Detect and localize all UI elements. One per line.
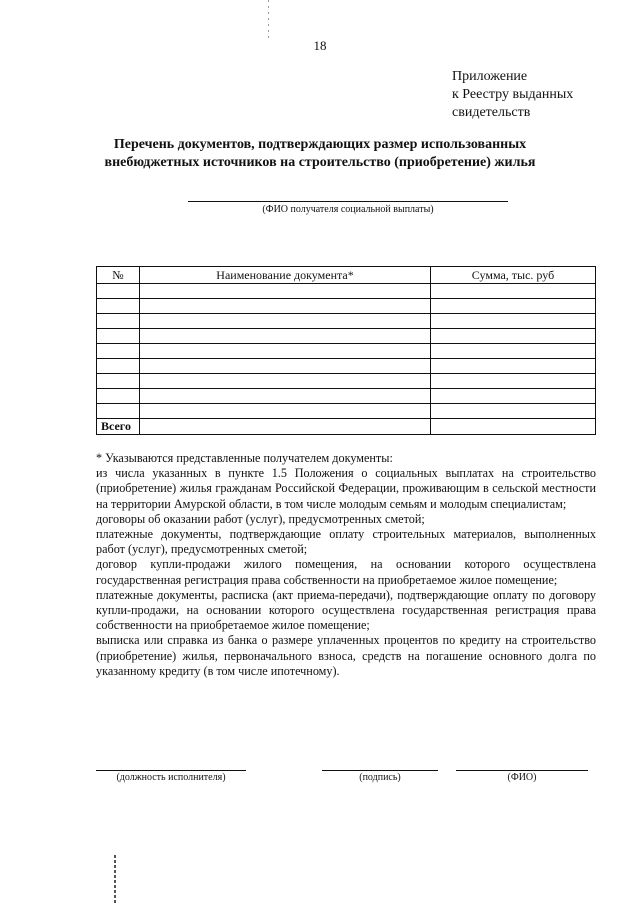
- table-row: [97, 374, 596, 389]
- total-label: Всего: [97, 419, 140, 435]
- document-cell[interactable]: [140, 389, 431, 404]
- documents-table: [96, 266, 596, 435]
- table-header-row: [97, 267, 596, 284]
- document-cell[interactable]: [140, 299, 431, 314]
- total-amount-cell[interactable]: [431, 419, 596, 435]
- note-item: договор купли-продажи жилого помещения, на основании которого осуществлена государственная регистрация права собственности на приобретаемое жилое помещение;: [96, 557, 596, 587]
- appendix-line-1: Приложение: [452, 69, 528, 84]
- note-item: платежные документы, подтверждающие оплату строительных материалов, выполненных работ (услуг), предусмотренных сметой;: [96, 527, 596, 557]
- scan-mark: [268, 0, 269, 38]
- appendix-line-2: к Реестру выданных: [452, 87, 574, 102]
- note-item: из числа указанных в пункте 1.5 Положения о социальных выплатах на строительство (приобретение) жилья гражданам Российской Федерации, проживающим в сельской местности на территории Амурской области, в том числе молодым семьям и молодым специалистам;: [96, 466, 596, 511]
- document-cell[interactable]: [140, 314, 431, 329]
- table-row: [97, 359, 596, 374]
- amount-cell[interactable]: [431, 404, 596, 419]
- document-title: [60, 136, 580, 172]
- number-cell[interactable]: [97, 284, 140, 299]
- amount-cell[interactable]: [431, 389, 596, 404]
- title-line-2: внебюджетных источников на строительство (приобретение) жилья: [104, 155, 536, 170]
- document-cell[interactable]: [140, 404, 431, 419]
- signature-line: [322, 770, 438, 771]
- document-cell[interactable]: [140, 344, 431, 359]
- amount-cell[interactable]: [431, 314, 596, 329]
- number-cell[interactable]: [97, 389, 140, 404]
- number-cell[interactable]: [97, 344, 140, 359]
- note-item: договоры об оказании работ (услуг), предусмотренных сметой;: [96, 511, 425, 526]
- table-row: [97, 389, 596, 404]
- amount-cell[interactable]: [431, 299, 596, 314]
- note-intro: * Указываются представленные получателем документы:: [96, 451, 393, 465]
- table-body: [97, 284, 596, 419]
- amount-cell[interactable]: [431, 329, 596, 344]
- document-cell[interactable]: [140, 359, 431, 374]
- document-cell[interactable]: [140, 284, 431, 299]
- table-row: [97, 314, 596, 329]
- col-header-number: №: [97, 267, 140, 284]
- number-cell[interactable]: [97, 359, 140, 374]
- position-line: [96, 770, 246, 771]
- col-header-document: Наименование документа*: [140, 267, 431, 284]
- document-cell[interactable]: [140, 329, 431, 344]
- amount-cell[interactable]: [431, 284, 596, 299]
- recipient-name-line: [188, 201, 508, 202]
- note-item: платежные документы, расписка (акт приема-передачи), подтверждающие оплату по договору купли-продажи, на основании которого осуществлена государственная регистрация права собственности на приобретаемое жилое помещение;: [96, 587, 596, 633]
- total-row: [97, 419, 596, 435]
- number-cell[interactable]: [97, 314, 140, 329]
- document-cell[interactable]: [140, 374, 431, 389]
- table-row: [97, 404, 596, 419]
- appendix-header: [452, 68, 573, 122]
- recipient-caption: (ФИО получателя социальной выплаты): [262, 204, 434, 215]
- amount-cell[interactable]: [431, 359, 596, 374]
- table-row: [97, 329, 596, 344]
- footnotes: [96, 451, 596, 679]
- total-document-cell[interactable]: [140, 419, 431, 435]
- name-caption: (ФИО): [507, 772, 537, 783]
- col-header-amount: Сумма, тыс. руб: [431, 267, 596, 284]
- title-line-1: Перечень документов, подтверждающих размер использованных: [113, 137, 527, 152]
- number-cell[interactable]: [97, 329, 140, 344]
- number-cell[interactable]: [97, 374, 140, 389]
- amount-cell[interactable]: [431, 374, 596, 389]
- number-cell[interactable]: [97, 299, 140, 314]
- table-row: [97, 284, 596, 299]
- signature-caption: (подпись): [359, 772, 401, 783]
- table-row: [97, 344, 596, 359]
- appendix-line-3: свидетельств: [452, 105, 531, 120]
- scan-mark: [114, 855, 116, 905]
- note-item: выписка или справка из банка о размере уплаченных процентов по кредиту на строительство (приобретение) жилья, первоначального взноса, средств на погашение основного долга по указанному кредиту (в том числе ипотечному).: [96, 633, 596, 678]
- table-row: [97, 299, 596, 314]
- page-number: 18: [313, 38, 327, 53]
- name-line: [456, 770, 588, 771]
- number-cell[interactable]: [97, 404, 140, 419]
- amount-cell[interactable]: [431, 344, 596, 359]
- position-caption: (должность исполнителя): [116, 772, 226, 783]
